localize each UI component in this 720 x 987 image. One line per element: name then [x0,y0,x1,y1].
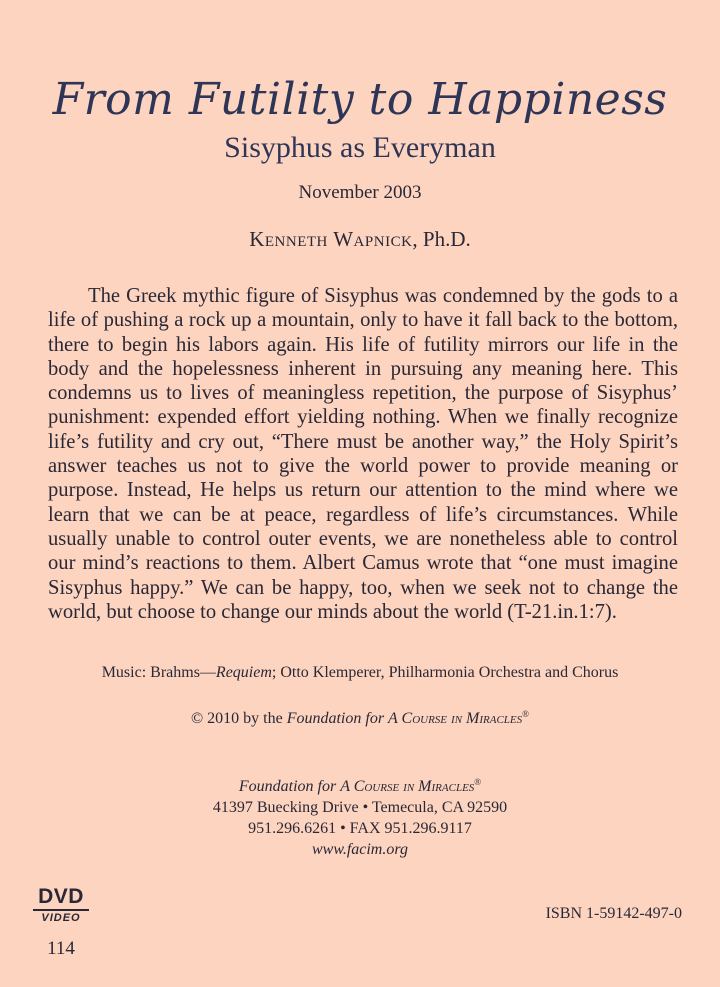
copyright-org: Foundation for A Course in Miracles [286,710,523,727]
author-line [0,227,720,252]
dvd-video-logo [33,886,89,924]
dvd-number: 114 [47,938,75,959]
isbn: ISBN 1-59142-497-0 [545,905,682,922]
program-subtitle: Sisyphus as Everyman [224,131,496,164]
publisher-name: Foundation for A Course in Miracles® [238,777,482,795]
program-title: From Futility to Happiness [52,74,668,125]
music-prefix: Music: Brahms— [101,664,216,681]
author-degree: , Ph.D. [412,227,471,251]
program-date: November 2003 [298,182,422,203]
author-name: Kenneth Wapnick [249,227,413,251]
registered-mark: ® [522,709,529,719]
publisher-block [0,772,720,860]
copyright-prefix: © 2010 by the [191,710,287,727]
publisher-phone: 951.296.6261 • FAX 951.296.9117 [248,820,472,837]
music-suffix: ; Otto Klemperer, Philharmonia Orchestra and Chorus [271,664,619,681]
music-work: Requiem [215,664,272,681]
copyright-line [0,709,720,728]
dvd-logo-sub: VIDEO [41,912,81,924]
dvd-logo-word: DVD [38,885,84,908]
publisher-address: 41397 Buecking Drive • Temecula, CA 92590 [212,799,508,816]
dvd-logo-rule [33,909,89,911]
music-credit [0,664,720,682]
publisher-website: www.facim.org [311,841,408,858]
description-paragraph: The Greek mythic figure of Sisyphus was condemned by the gods to a life of pushing a rock up a mountain, only to have it fall back to the bottom, there to begin his labors again. His life of futility mirrors our life in the body and the hopelessness inherent in pursuing any meaning here. This condemns us to lives of meaningless repetition, the purpose of Sisyphus’ punishment: expended effort yielding nothing. When we finally recognize life’s futility and cry out, “There must be another way,” the Holy Spirit’s answer teaches us not to give the world power to provide meaning or purpose. Instead, He helps us return our attention to the mind where we learn that we can be at peace, regardless of life’s circumstances. While usually unable to control outer events, we are nonetheless able to control our mind’s reactions to them. Albert Camus wrote that “one must imagine Sisyphus happy.” We can be happy, too, when we seek not to change the world, but choose to change our minds about the world (T-21.in.1:7). [48,285,678,623]
